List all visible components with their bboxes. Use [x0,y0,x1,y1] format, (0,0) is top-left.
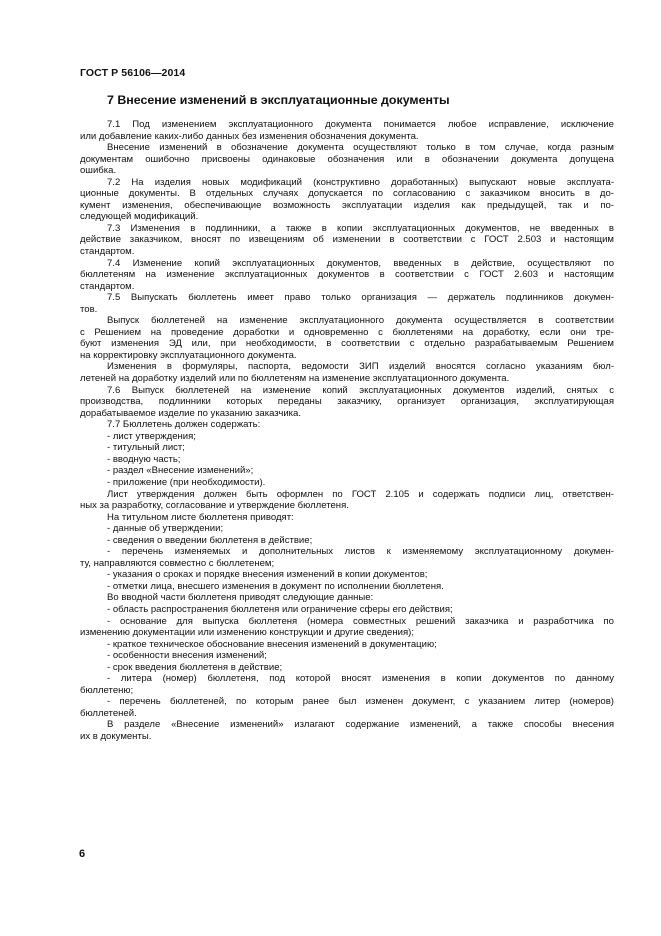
text-line: - данные об утверждении; [107,523,224,535]
text-line: стандартом. [80,246,135,258]
section-body [80,119,614,743]
text-line: В разделе «Внесение изменений» излагают содержание изменений, а также способы внесения [107,719,614,731]
page-number: 6 [79,848,86,860]
text-line: ту, направляются совместно с бюллетенем; [80,557,275,569]
text-line: их в документы. [80,730,152,742]
text-line: - вводную часть; [107,453,181,465]
text-line: ных за разработку, согласование и утверждение бюллетеня. [80,500,349,512]
text-line: - особенности внесения изменений; [107,650,267,662]
text-line: 7.6 Выпуск бюллетеней на изменение копий эксплуатационных документов изделий, снятых с [107,384,614,396]
text-line: - отметки лица, внесшего изменения в документ по исполнении бюллетеня. [107,580,444,592]
text-line: тов. [80,303,98,315]
document-code-header: ГОСТ Р 56106—2014 [80,67,186,79]
text-line: - приложение (при необходимости). [107,476,266,488]
text-line: - раздел «Внесение изменений»; [107,465,254,477]
text-line: - перечень изменяемых и дополнительных листов к изменяемому эксплуатационному докумен- [107,546,614,558]
text-line: 7.4 Изменение копий эксплуатационных документов, введенных в действие, осуществляют по [107,257,614,269]
text-line: изменению документации или изменению конструкции и другие сведения); [80,627,414,639]
text-line: - лист утверждения; [107,430,196,442]
text-line: документам ошибочно присвоены одинаковые обозначения или в обозначении документа допущена [80,153,614,165]
text-line: кумент изменения, обеспечивающие возможность эксплуатации изделия как предыдущей, так и по- [80,199,614,211]
text-line: буют изменения ЭД или, при необходимости, в соответствии с отдельно разрабатываемым Решением [80,338,614,350]
text-line: - указания о сроках и порядке внесения изменений в копии документов; [107,569,428,581]
text-line: Внесение изменений в обозначение документа осуществляют только в том случае, когда разным [107,142,614,154]
text-line: - сведения о введении бюллетеня в действие; [107,534,313,546]
text-line: дорабатываемое изделие по указанию заказчика. [80,407,302,419]
text-line: Изменения в формуляры, паспорта, ведомости ЗИП изделий вносятся согласно указаниям бюл- [107,361,614,373]
text-line: - срок введения бюллетеня в действие; [107,661,283,673]
text-line: 7.1 Под изменением эксплуатационного документа понимается любое исправление, исключение [107,119,614,130]
text-line: действие заказчиком, вносят по извещениям об изменении в соответствии с ГОСТ 2.503 и настоящим [80,234,614,246]
text-line: на корректировку эксплуатационного документа. [80,349,297,361]
text-line: 7.7 Бюллетень должен содержать: [107,419,261,431]
text-line: Во вводной части бюллетеня приводят следующие данные: [107,592,374,604]
text-line: Выпуск бюллетеней на изменение эксплуатационного документа осуществляется в соответствии [107,315,614,327]
text-line: производства, подлинники которых переданы заказчику, организует организация, эксплуатирующая [80,396,614,408]
text-line: - краткое техническое обоснование внесения изменений в документацию; [107,638,437,650]
text-line: 7.2 На изделия новых модификаций (конструктивно доработанных) выпускают новые эксплуата- [107,176,614,188]
text-line: или добавление каких-либо данных без изменения обозначения документа. [80,130,419,142]
text-line: бюллетеню; [80,684,134,696]
text-line: - основание для выпуска бюллетеня (номера совместных решений заказчика и разработчика по [107,615,614,627]
text-line: бюллетеней. [80,707,137,719]
text-line: - область распространения бюллетеня или ограничение сферы его действия; [107,603,453,615]
text-line: бюллетеням на изменение эксплуатационных документов в соответствии с ГОСТ 2.603 и настоящим [80,269,614,281]
text-line: следующей модификаций. [80,211,199,223]
text-line: стандартом. [80,280,135,292]
text-line: На титульном листе бюллетеня приводят: [107,511,294,523]
text-line: Лист утверждения должен быть оформлен по ГОСТ 2.105 и содержать подписи лиц, ответствен- [107,488,614,500]
text-line: ционные документы. В отдельных случаях допускается по согласованию с заказчиком вносить в до- [80,188,614,200]
text-line: летеней на доработку изделий или по бюллетеням на изменение эксплуатационного документа. [80,373,510,385]
text-line: - титульный лист; [107,442,185,454]
text-line: 7.3 Изменения в подлинники, а также в копии эксплуатационных документов, не введенных в [107,222,614,234]
text-line: 7.5 Выпускать бюллетень имеет право только организация — держатель подлинников докумен- [107,292,614,304]
text-line: - перечень бюллетеней, по которым ранее был изменен документ, с указанием литер (номеров) [107,696,614,708]
section-title: 7 Внесение изменений в эксплуатационные документы [107,93,450,107]
text-line: - литера (номер) бюллетеня, под которой вносят изменения в копии документов по данному [107,673,614,685]
text-line: с Решением на проведение доработки и одновременно с бюллетенями на доработку, если они тре- [80,326,614,338]
text-line: ошибка. [80,165,117,177]
